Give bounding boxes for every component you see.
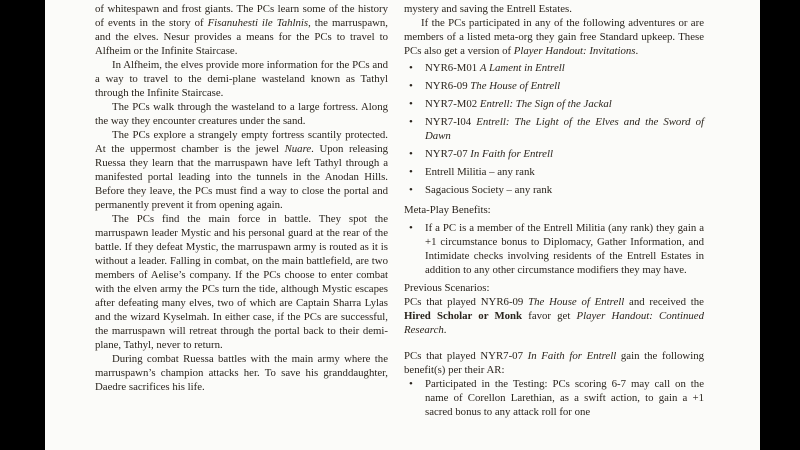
text-run: The House of Entrell [470, 80, 561, 92]
text-column-left [95, 2, 388, 394]
bullet-item [404, 79, 704, 93]
paragraph [404, 16, 704, 58]
text-run: During combat Ruessa battles with the main army where the marruspawn’s champion attacks her. To save his granddaughter, Daedre sacrifices his life. [95, 353, 388, 393]
text-run: Player Handout: Continued Research [404, 310, 704, 336]
text-run: The PCs explore a strangely empty fortress scantily protected. At the uppermost chamber is the jewel [95, 129, 388, 155]
bullet-item-text [425, 165, 704, 179]
text-run: NYR7-I04 [425, 116, 477, 128]
bullet-icon: • [409, 62, 413, 74]
bullet-item-text [425, 221, 704, 277]
text-run: Fisanuhesti ile Tahlnis [207, 17, 309, 29]
text-run: Participated in the Testing: PCs scoring 6-7 may call on the name of Corellon Larethian, as a swift action, to gain a +1 sacred bonus to any attack roll for one [425, 378, 704, 418]
text-run: favor get [522, 310, 577, 322]
paragraph [404, 2, 704, 16]
bullet-icon: • [409, 148, 413, 160]
text-run: If the PCs participated in any of the following adventures or are members of a listed meta-org they gain free Standard upkeep. These PCs also get a version of [404, 17, 704, 57]
letterbox-left [0, 0, 45, 450]
paragraph [404, 349, 704, 377]
bullet-icon: • [409, 222, 413, 234]
text-run: In Alfheim, the elves provide more information for the PCs and a way to travel to the demi-plane wasteland known as Tathyl through the Infinite Staircase. [95, 59, 388, 99]
section-heading [404, 281, 704, 295]
bullet-list [404, 377, 704, 419]
document-page[interactable] [45, 0, 760, 450]
bullet-icon: • [409, 80, 413, 92]
bullet-item [404, 115, 704, 143]
text-run: gain the following benefit(s) per their AR: [404, 350, 704, 376]
text-run: NYR7-07 [425, 148, 471, 160]
bullet-icon: • [409, 184, 413, 196]
text-run: PCs that played NYR6-09 [404, 296, 529, 308]
bullet-item-text [425, 147, 704, 161]
bullet-item [404, 147, 704, 161]
bullet-icon: • [409, 116, 413, 128]
text-run: , the marruspawn, and the elves. Nesur provides a means for the PCs to travel to Alfheim or the Infinite Staircase. [95, 17, 389, 57]
text-run: NYR7-M02 [425, 98, 480, 110]
bullet-icon: • [409, 378, 413, 390]
text-run: A Lament in Entrell [479, 62, 565, 74]
bullet-item [404, 97, 704, 111]
letterbox-right [760, 0, 800, 450]
text-run: mystery and saving the Entrell Estates. [404, 3, 572, 15]
text-run: The PCs find the main force in battle. They spot the marruspawn leader Mystic and his personal guard at the rear of the battle. If they defeat Mystic, the marruspawn army is routed as it is without a leader. Falling in combat, on the main battlefield, are two members of Aelise’s company. If the PCs choose to enter combat with the elven army the PCs turn the tide, although Mystic escapes after defeating many elves, two of which are Captain Sharra Lylas and the wizard Kyselmah. In either case, if the PCs are successful, the marruspawn will retreat through the portal back to their demi-plane, Tathyl, never to return. [95, 213, 388, 351]
paragraph [95, 352, 388, 394]
text-run: and received the [624, 296, 704, 308]
section-heading [404, 203, 704, 217]
bullet-item-text [425, 61, 704, 75]
text-run: Sagacious Society – any rank [425, 184, 553, 196]
bullet-item [404, 183, 704, 197]
bullet-item [404, 221, 704, 277]
bullet-item [404, 165, 704, 179]
text-run: In Faith for Entrell [527, 350, 617, 362]
paragraph [95, 100, 388, 128]
text-run: Hired Scholar or Monk [404, 310, 523, 322]
text-run: The House of Entrell [528, 296, 625, 308]
text-run: In Faith for Entrell [470, 148, 553, 160]
bullet-item-text [425, 115, 704, 143]
text-run: NYR6-09 [425, 80, 471, 92]
text-run: Entrell Militia – any rank [425, 166, 535, 178]
text-run: . [635, 45, 639, 57]
text-column-right [404, 2, 704, 423]
paragraph [95, 2, 388, 58]
text-run: Entrell: The Sign of the Jackal [479, 98, 612, 110]
bullet-icon: • [409, 166, 413, 178]
text-run: Nuare [284, 143, 312, 155]
text-run: of whitespawn and frost giants. The PCs learn some of the history of events in the story of [95, 3, 388, 29]
bullet-list [404, 61, 704, 197]
bullet-icon: • [409, 98, 413, 110]
text-run: If a PC is a member of the Entrell Militia (any rank) they gain a +1 circumstance bonus to Diplomacy, Gather Information, and Intimidate checks involving residents of the Entrell Estates in addition to any other circumstance modifiers they may have. [425, 222, 704, 276]
bullet-item [404, 61, 704, 75]
bullet-item-text [425, 97, 704, 111]
text-run: Player Handout: Invitations [513, 45, 636, 57]
text-run: . Upon releasing Ruessa they learn that the marruspawn have left Tathyl through a manifested portal leading into the tunnels in the Anodan Hills. Before they leave, the PCs must find a way to close the portal and permanently prevent it from opening again. [95, 143, 388, 211]
paragraph [404, 295, 704, 337]
text-run: Entrell: The Light of the Elves and the Sword of Dawn [425, 116, 704, 142]
bullet-item [404, 377, 704, 419]
bullet-item-text [425, 183, 704, 197]
paragraph [95, 58, 388, 100]
text-run: The PCs walk through the wasteland to a large fortress. Along the way they encounter creatures under the sand. [95, 101, 388, 127]
bullet-list [404, 221, 704, 277]
text-run: NYR6-M01 [425, 62, 480, 74]
bullet-item-text [425, 79, 704, 93]
paragraph [95, 212, 388, 352]
text-run: Meta-Play Benefits: [404, 204, 491, 216]
paragraph [95, 128, 388, 212]
bullet-item-text [425, 377, 704, 419]
text-run: Previous Scenarios: [404, 282, 490, 294]
text-run: . [443, 324, 447, 336]
text-run: PCs that played NYR7-07 [404, 350, 528, 362]
